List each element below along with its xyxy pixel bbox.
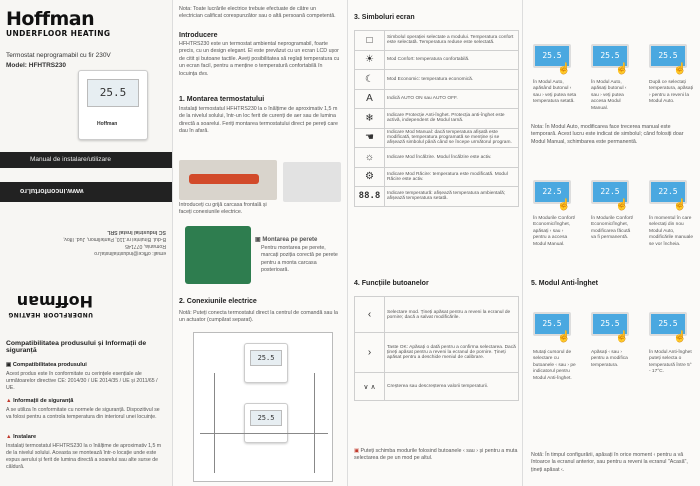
diagram-thermostat-2 [244,403,288,443]
compat-title: Compatibilitatea produsului și Informații de siguranță [6,340,147,354]
table-row [355,333,519,373]
table-row [355,167,519,187]
buttons-footer [354,448,519,463]
safety-heading-text: Informații de siguranță [13,398,74,404]
square-icon: □ [355,31,385,51]
table-row [355,148,519,168]
symbol-text: Mod Economic: temperatura economică. [385,70,519,90]
logo-main-rotated: Hoffman [16,292,93,311]
button-text: Creșterea sau descreșterea valorii temperaturii. [385,373,519,401]
logo: Hoffman [6,8,95,30]
buttons-table [354,296,519,401]
hand-pointer-icon: ☝ [557,63,571,75]
screen-thumbnail: 25.5 [591,44,629,68]
right-arrow-icon: › [355,333,385,373]
safety-heading [6,398,73,404]
screen-thumbnail: 22.5 [591,180,629,204]
diagram-thermostat [244,343,288,383]
sun-icon: ☀ [355,50,385,70]
hand-pointer-icon: ☝ [557,199,571,211]
wire-line [200,433,328,434]
wire-line [214,373,215,473]
table-row [355,70,519,90]
screen-caption: În Modurile Confort/ Economic/Înghet, modificarea făcută va fi permanentă. [591,216,634,241]
wall-mount-heading: ▣ Montarea pe perete [255,237,318,243]
lcd-display: 25.5 [87,79,139,107]
address-line: email: office@industrialinstal.ro [94,250,166,257]
electrical-heading: 2. Conexiunile electrice [179,298,257,305]
table-row [355,50,519,70]
table-row [355,109,519,129]
intro-panel [172,0,347,486]
left-arrow-icon: ‹ [355,297,385,333]
screen-caption: În Modurile Confort/ Economic/Înghet, apăsați ‹ sau › pentru a accesa Modul Manual. [533,216,576,247]
auto-icon: A [355,89,385,109]
intro-text: HFHTRS230 este un termostat ambiental neprogramabil, foarte precis, cu un design elegant. El este prevăzut cu un ecran LCD ușor de citit și butoane tactile. Aveți posibilitatea să reglați temperatura cu un ecran facil, pentru a menține o temperatură confortabilă în locuința dvs. [179,41,340,77]
table-row [355,89,519,109]
mounting-photo-2 [283,162,341,202]
safety-text: A se utiliza în conformitate cu normele de siguranță. Dispozitivul se va folosi pentru a controla temperatura din interiorul unei locuințe. [6,407,160,421]
mounting-caption: Introduceți cu grijă carcasa frontală și faceți conexiunile electrice. [179,202,267,216]
symbols-panel [347,0,522,486]
cable-shape [189,174,259,184]
table-row [355,187,519,207]
hand-pointer-icon: ☝ [673,63,687,75]
wire-line [314,373,315,473]
screen-thumbnail: 22.5 [533,180,571,204]
manual-bar: Manual de instalare/utilizare [0,152,172,168]
screen-thumbnail: 22.5 [649,180,687,204]
screen-thumbnail: 25.5 [533,312,571,336]
address-line: Romania, 077145 [125,243,166,250]
configuration-note: Notă: În timpul configurării, apăsați în orice moment ‹ pentru a vă întoarce la ecranul anterior, sau pentru a reveni la ecranul "Acasă", țineți apăsat ‹. [531,452,688,473]
hand-pointer-icon: ☝ [615,331,629,343]
website-bar [0,182,172,202]
button-text: Selectare mod. Țineți apăsat pentru a reveni la ecranul de pornire; dacă a salvat modificările. [385,297,519,333]
moon-icon: ☾ [355,70,385,90]
symbol-text: Indicare Mod Manual: dacă temperatura afișată este modificată, temperatura programată se menține și se afișează simbolul până când se începe următorul program. [385,128,519,148]
auto-mode-note: Nota: În Modul Auto, modificarea face trecerea manual este temporară. Acest lucru este indicat de simbolul; când folosiți doar Modul Manual, schimbarea este permanentă. [531,124,684,145]
info-icon: ▣ [354,448,360,454]
compat-text: Acest produs este în conformitate cu cerințele esențiale ale următoarelor directive CE: 2014/30 / UE 2014/35 / UE și 2011/65 / UE. [6,371,158,392]
install-heading [6,434,36,440]
buttons-heading: 4. Funcțiile butoanelor [354,280,429,287]
screen-caption: În Modul Anti-Înghet puteți selecta o temperatură între 5° - 17°C. [649,350,692,375]
install-heading-text: Instalare [13,434,37,440]
symbol-text: Indicare Protecție Anti-înghet. Protecția anti-înghet este activă, independent de Modul Iarnă. [385,109,519,129]
electrical-text: Notă: Puteți conecta termostatul direct la centrul de comandă sau la un actuator (cumpărat separat). [179,310,338,324]
symbol-text: Indică AUTO ON sau AUTO OFF. [385,89,519,109]
screen-thumbnail: 25.5 [533,44,571,68]
model-label: Model: HFHTRS230 [6,62,66,69]
cover-panel [0,0,172,486]
diagram-lcd: 25.5 [250,350,282,366]
warning-icon: ▲ [6,398,12,404]
anti-freeze-heading: 5. Modul Anti-Înghet [531,280,599,287]
install-text: Instalați termostatul HFHTRS230 la o înălțime de aproximativ 1,5 m de la nivelul solului. Aceasta se montează într-o locație unde este expus aerului și ferit de lumina directă a soarelui sau alte surse de căldură. [6,443,162,471]
circuit-board-image [185,226,251,284]
table-row [355,128,519,148]
mounting-photo-1 [179,160,277,200]
hand-pointer-icon: ☝ [673,331,687,343]
screen-thumbnail: 25.5 [591,312,629,336]
hand-pointer-icon: ☝ [557,331,571,343]
thermostat-image [78,70,148,140]
logo-subtitle: UNDERFLOOR HEATING [6,29,111,38]
symbol-text: Mod Confort: temperatura confortabilă. [385,50,519,70]
symbol-text: Indicare Mod Răcire: temperatura este modificată. Modul Răcire este activ. [385,167,519,187]
address-line: SC Industrial Instal SRL [107,229,166,236]
diagram-lcd: 25.5 [250,410,282,426]
screen-thumbnail: 25.5 [649,312,687,336]
symbols-table [354,30,519,207]
screen-caption: Apăsați ‹ sau › pentru a modifica temperatura. [591,350,628,368]
mounting-heading: 1. Montarea termostatului [179,96,265,103]
heating-icon: ☼ [355,148,385,168]
hand-pointer-icon: ☝ [615,199,629,211]
logo-rotated [8,292,93,318]
table-row [355,31,519,51]
logo-subtitle-rotated: UNDERFLOOR HEATING [8,311,93,318]
table-row [355,297,519,333]
screen-caption: Mutați cursorul de selectare cu butoanele ‹ sau › pe indicatorul pentru Modul Anti-Înghet. [533,350,576,381]
screen-thumbnail: 25.5 [649,44,687,68]
snowflake-icon: ❄ [355,109,385,129]
buttons-footer-text: Puteți schimba modurile folosind butoanele ‹ sau › și pentru a muta selectarea de pe un mod pe altul. [354,448,518,462]
compat-heading: ▣ Compatibilitatea produsului [6,362,87,368]
hand-pointer-icon: ☝ [673,199,687,211]
screen-caption: După ce selectați temperatura, apăsați › pentru a reveni la Modul Auto. [649,80,693,105]
intro-heading: Introducere [179,32,218,39]
symbol-text: Simbolul operației selectate a modului. Temperatura confort este selectată. Temperatura reduse este selectată. [385,31,519,51]
address-line: B-dul. Biruintei nr.110, Pantelimon, Jud. Ilfov, [63,236,166,243]
symbol-text: Indicare Mod Încălzire. Modul Încălzire este activ. [385,148,519,168]
address-block [6,228,166,256]
electrician-note: Nota: Toate lucrările electrice trebuie efectuate de către un electrician calificat corespunzător sau o altă persoană competentă. [179,6,336,20]
device-logo: Hoffman [97,121,118,127]
hand-pointer-icon: ☝ [615,63,629,75]
screen-caption: În Modul Auto, apăsând butonul ‹ sau › veți putea seta temperatura setată. [533,80,577,105]
website-link[interactable]: www.inconfortul.ro [20,187,84,194]
cooling-icon: ⚙ [355,167,385,187]
symbols-heading: 3. Simboluri ecran [354,14,415,21]
screen-caption: În momentul în care selectați din nou Modul Auto, modificările manuale se vor încheia. [649,216,693,247]
up-down-icon: ∨ ∧ [355,373,385,401]
screen-caption: În Modul Auto, apăsați butonul ‹ sau › veți putea accesa Modul Manual. [591,80,627,111]
button-text: Taste OK: Apăsați o dată pentru a confirma selectarea. Dacă țineți apăsat pentru a reveni la ecranul de pornire. Țineți apăsat pentru a deschide meniul de calibrare. [385,333,519,373]
modes-panel [522,0,700,486]
digits-icon: 88.8 [355,187,385,207]
table-row [355,373,519,401]
compat-heading-text: Compatibilitatea produsului [12,362,87,368]
wiring-diagram [193,332,333,482]
hand-icon: ☚ [355,128,385,148]
wall-mount-text: Pentru montarea pe perete, marcați poziția corectă pe perete pentru a monta carcasa posterioară. [261,245,338,274]
product-subtitle: Termostat neprogramabil cu fir 230V [6,52,111,59]
wall-mount-heading-text: Montarea pe perete [262,237,318,243]
mounting-text: Instalați termostatul HFHTRS230 la o înălțime de aproximativ 1,5 m de la nivelul solului, într-un loc ferit de curenți de aer sau de lumina directă a soarelui. Feriți montarea termostatului direct pe pereți care dau în afară. [179,106,338,135]
warning-icon: ▲ [6,434,12,440]
symbol-text: Indicare temperatură: afișează temperatura ambientală; afișează temperatura setată. [385,187,519,207]
